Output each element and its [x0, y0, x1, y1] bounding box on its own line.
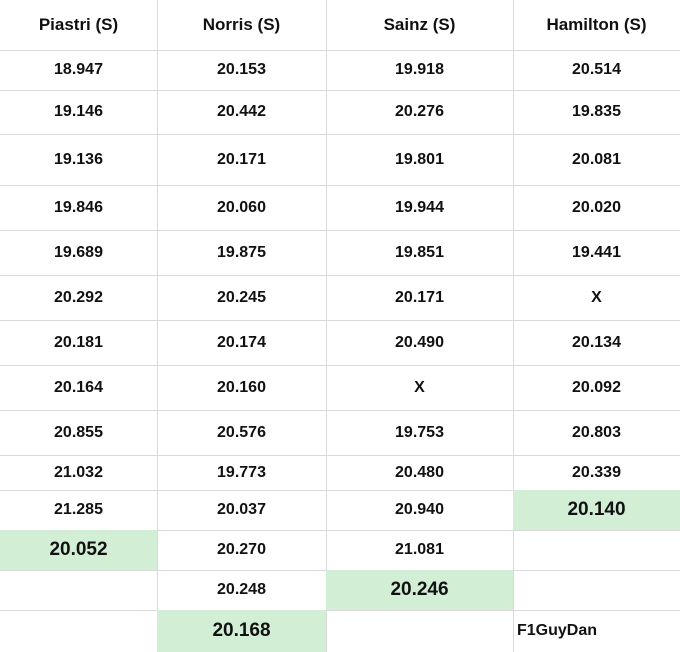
lap-time-cell[interactable]: 19.689 — [54, 243, 103, 261]
lap-time-cell[interactable]: 20.339 — [572, 463, 621, 481]
lap-time-cell[interactable]: 20.181 — [54, 333, 103, 351]
lap-time-cell[interactable]: 20.164 — [54, 378, 103, 396]
lap-time-cell[interactable]: 19.801 — [395, 150, 444, 168]
lap-time-cell[interactable]: 20.037 — [217, 501, 266, 518]
lap-time-cell[interactable]: 21.285 — [54, 501, 103, 518]
lap-time-cell[interactable]: 20.174 — [217, 333, 266, 351]
lap-time-cell[interactable]: 20.245 — [217, 288, 266, 306]
average-cell[interactable]: 20.140 — [513, 490, 680, 530]
lap-time-cell[interactable]: 19.875 — [217, 243, 266, 261]
lap-time-cell[interactable]: 20.576 — [217, 423, 266, 441]
lap-time-cell[interactable]: 21.081 — [395, 541, 444, 558]
lap-time-cell[interactable]: 19.918 — [395, 61, 444, 78]
lap-time-cell[interactable]: 20.153 — [217, 61, 266, 78]
lap-time-cell[interactable]: 19.846 — [54, 198, 103, 216]
column-header[interactable]: Sainz (S) — [383, 15, 456, 34]
column-header[interactable]: Norris (S) — [202, 15, 281, 34]
lap-time-cell[interactable]: 20.490 — [395, 333, 444, 351]
lap-time-cell[interactable]: 19.441 — [572, 243, 621, 261]
average-cell[interactable]: 20.052 — [0, 530, 157, 570]
lap-time-cell[interactable]: 20.248 — [217, 581, 266, 598]
lap-time-cell[interactable]: 19.136 — [54, 150, 103, 168]
lap-time-cell[interactable]: 19.851 — [395, 243, 444, 261]
lap-time-cell[interactable]: 19.753 — [395, 423, 444, 441]
lap-time-cell[interactable]: 20.060 — [217, 198, 266, 216]
lap-time-cell[interactable]: X — [414, 378, 425, 396]
column-header[interactable]: Hamilton (S) — [546, 15, 647, 34]
average-cell[interactable]: 20.246 — [326, 570, 513, 610]
lap-time-cell[interactable]: 20.134 — [572, 333, 621, 351]
lap-time-cell[interactable]: 20.081 — [572, 150, 621, 168]
lap-time-cell[interactable]: 20.276 — [395, 103, 444, 120]
lap-time-cell[interactable]: 19.835 — [572, 103, 621, 120]
credit-label: F1GuyDan — [517, 622, 598, 639]
lap-time-cell[interactable]: 20.442 — [217, 103, 266, 120]
lap-time-cell[interactable]: 20.480 — [395, 463, 444, 481]
lap-time-cell[interactable]: 20.171 — [395, 288, 444, 306]
lap-time-cell[interactable]: 20.514 — [572, 61, 621, 78]
lap-time-cell[interactable]: 19.773 — [217, 463, 266, 481]
column-header[interactable]: Piastri (S) — [38, 15, 119, 34]
lap-time-cell[interactable]: 20.160 — [217, 378, 266, 396]
lap-time-cell[interactable]: 20.940 — [395, 501, 444, 518]
lap-time-cell[interactable]: 18.947 — [54, 61, 103, 78]
lap-time-cell[interactable]: 20.020 — [572, 198, 621, 216]
lap-time-cell[interactable]: 20.270 — [217, 541, 266, 558]
lap-time-cell[interactable]: X — [591, 288, 602, 306]
lap-time-cell[interactable]: 20.171 — [217, 150, 266, 168]
lap-time-cell[interactable]: 20.803 — [572, 423, 621, 441]
average-cell[interactable]: 20.168 — [157, 610, 326, 652]
lap-time-cell[interactable]: 19.146 — [54, 103, 103, 120]
lap-time-cell[interactable]: 20.292 — [54, 288, 103, 306]
lap-time-cell[interactable]: 21.032 — [54, 463, 103, 481]
lap-time-cell[interactable]: 19.944 — [395, 198, 444, 216]
lap-time-cell[interactable]: 20.092 — [572, 378, 621, 396]
lap-time-cell[interactable]: 20.855 — [54, 423, 103, 441]
